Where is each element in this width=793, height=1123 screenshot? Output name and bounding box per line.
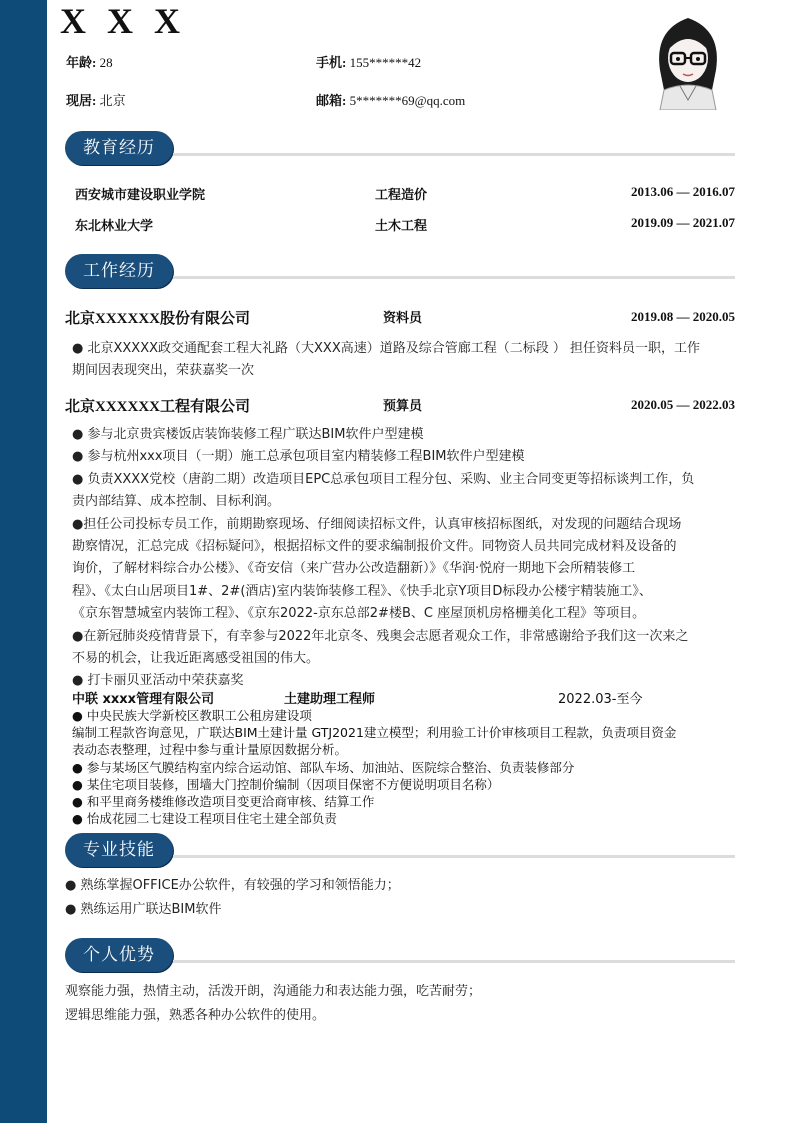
major: 工程造价 xyxy=(375,187,428,202)
age-value: 28 xyxy=(99,55,113,70)
company-name: 北京XXXXXX工程有限公司 xyxy=(65,399,250,415)
skills-list xyxy=(65,874,745,922)
email-label: 邮箱: xyxy=(316,93,347,108)
skill-item: ● 熟练掌握OFFICE办公软件，有较强的学习和领悟能力； xyxy=(65,878,400,893)
description-line: ● 打卡丽贝亚活动中荣获嘉奖 xyxy=(72,673,244,689)
description-line: 责内部结算、成本控制、目标利润。 xyxy=(72,494,281,510)
education-row xyxy=(75,184,735,204)
advantages-section-header xyxy=(65,938,735,978)
section-divider xyxy=(173,960,735,963)
section-divider xyxy=(173,855,735,858)
skills-section-header xyxy=(65,833,735,873)
study-dates: 2013.06 — 2016.07 xyxy=(631,184,735,199)
description-line: ● 负责XXXX党校（唐韵二期）改造项目EPC总承包项目工程分包、采购、业主合同变更等招标谈判工作，负 xyxy=(72,471,695,487)
school-name: 东北林业大学 xyxy=(75,218,154,233)
advantage-line: 观察能力强，热情主动，活泼开朗，沟通能力和表达能力强，吃苦耐劳； xyxy=(65,984,482,999)
job-header xyxy=(65,307,735,329)
company-name: 北京XXXXXX股份有限公司 xyxy=(65,311,250,327)
job-dates: 2022.03-至今 xyxy=(558,692,643,707)
job-title: 预算员 xyxy=(383,398,423,413)
job-dates: 2019.08 — 2020.05 xyxy=(631,309,735,324)
section-divider xyxy=(173,276,735,279)
description-line: ● 北京XXXXX政交通配套工程大礼路（大XXX高速）道路及综合管廊工程（二标段 ） 担任资料员一职，工作 xyxy=(72,341,700,356)
candidate-name: X X X xyxy=(60,1,186,41)
advantage-line: 逻辑思维能力强，熟悉各种办公软件的使用。 xyxy=(65,1008,326,1023)
job-description xyxy=(72,424,736,693)
phone-label: 手机: xyxy=(316,55,347,70)
residence-field xyxy=(66,90,126,109)
section-title: 专业技能 xyxy=(65,833,173,867)
description-line: 编制工程款咨询意见，广联达BIM土建计量 GTJ2021建立模型；利用验工计价审核项目工程款，负责项目资金 xyxy=(72,725,677,741)
left-color-bar xyxy=(0,0,47,1123)
job-title: 土建助理工程师 xyxy=(284,692,376,707)
description-line: ● 中央民族大学新校区教职工公租房建设项 xyxy=(72,708,312,723)
job-header xyxy=(65,395,735,417)
job-description xyxy=(72,338,736,383)
phone-field xyxy=(316,52,421,71)
major: 土木工程 xyxy=(375,218,428,233)
age-field xyxy=(66,52,113,71)
job-title: 资料员 xyxy=(383,310,423,325)
section-title: 教育经历 xyxy=(65,131,173,165)
description-line: 程》、《太白山居项目1#、2#(酒店)室内装饰装修工程》、《快手北京Y项目D标段办公楼宇精装施工》、 xyxy=(72,583,652,599)
email-field xyxy=(316,90,465,109)
section-title: 工作经历 xyxy=(65,254,173,288)
description-line: ●担任公司投标专员工作，前期勘察现场、仔细阅读招标文件，认真审核招标图纸，对发现的问题结合现场 xyxy=(72,516,682,532)
description-line: ● 参与某场区气膜结构室内综合运动馆、部队车场、加油站、医院综合整治、负责装修部分 xyxy=(72,759,575,775)
description-line: 表动态表整理，过程中参与重计量原因数据分析。 xyxy=(72,742,348,758)
job-header xyxy=(72,688,672,706)
description-line: 勘察情况，汇总完成《招标疑问》，根据招标文件的要求编制报价文件。同物资人员共同完成材料及设备的 xyxy=(72,539,677,555)
residence-value: 北京 xyxy=(99,93,126,108)
phone-value: 155******42 xyxy=(349,55,422,70)
education-section-header xyxy=(65,131,735,171)
job-dates: 2020.05 — 2022.03 xyxy=(631,397,735,412)
description-line: 《京东智慧城室内装饰工程》、《京东2022-京东总部2#楼B、C 座屋顶机房格栅美化工程》等项目。 xyxy=(72,606,646,622)
job-description xyxy=(72,707,738,827)
age-label: 年龄: xyxy=(66,55,97,70)
description-line: ● 某住宅项目装修，围墙大门控制价编制（因项目保密不方便说明项目名称） xyxy=(72,776,500,792)
work-section-header xyxy=(65,254,735,294)
education-row xyxy=(75,215,735,235)
description-line: ● 参与北京贵宾楼饭店装饰装修工程广联达BIM软件户型建模 xyxy=(72,427,424,442)
description-line: 询价，了解材料综合办公楼》、《奇安信（来广营办公改造翻新）》《华润·悦府一期地下会所精装修工 xyxy=(72,561,636,577)
description-line: ● 和平里商务楼维修改造项目变更洽商审核、结算工作 xyxy=(72,794,375,810)
description-line: 期间因表现突出，荣获嘉奖一次 xyxy=(72,363,255,379)
description-line: ● 怡成花园二七建设工程项目住宅土建全部负责 xyxy=(72,811,337,827)
school-name: 西安城市建设职业学院 xyxy=(75,187,206,202)
section-title: 个人优势 xyxy=(65,938,173,972)
description-line: 不易的机会，让我近距离感受祖国的伟大。 xyxy=(72,651,320,667)
study-dates: 2019.09 — 2021.07 xyxy=(631,215,735,230)
avatar-cartoon-portrait xyxy=(650,10,726,110)
description-line: ●在新冠肺炎疫情背景下，有幸参与2022年北京冬、残奥会志愿者观众工作，非常感谢给予我们这一次来之 xyxy=(72,628,689,644)
residence-label: 现居: xyxy=(66,93,97,108)
description-line: ● 参与杭州xxx项目（一期）施工总承包项目室内精装修工程BIM软件户型建模 xyxy=(72,449,525,465)
section-divider xyxy=(173,153,735,156)
advantages-text xyxy=(65,980,745,1028)
company-name: 中联 xxxx管理有限公司 xyxy=(72,692,215,707)
skill-item: ● 熟练运用广联达BIM软件 xyxy=(65,902,222,917)
email-value: 5*******69@qq.com xyxy=(349,93,466,108)
